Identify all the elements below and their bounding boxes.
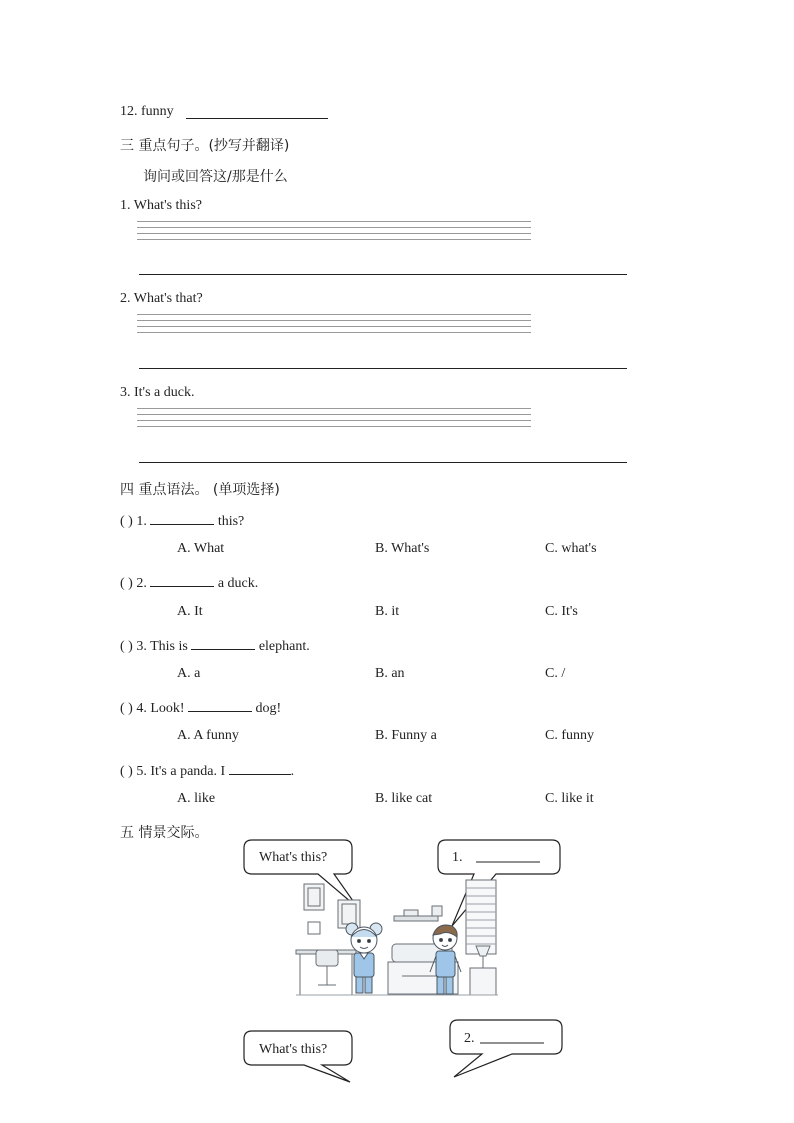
question-text: this? — [217, 514, 245, 529]
vocab-item-12 — [120, 104, 174, 120]
girl-character — [346, 923, 382, 993]
option-c[interactable]: C. what's — [545, 541, 597, 556]
question-text: 4. Look! — [136, 701, 185, 716]
option-a[interactable]: A. like — [177, 791, 216, 806]
translation-line-1[interactable] — [139, 274, 627, 275]
translation-line-2[interactable] — [139, 368, 627, 369]
answer-paren[interactable]: ( ) — [120, 764, 133, 779]
option-b[interactable]: B. What's — [375, 541, 430, 556]
speech-bubble-bottom-right — [450, 1020, 562, 1077]
speech-bubble-top-left — [244, 840, 358, 908]
room-scene — [296, 880, 498, 995]
sentence-3: 3. It's a duck. — [120, 385, 195, 400]
scene-illustration — [0, 830, 794, 1123]
option-a[interactable]: A. It — [177, 604, 203, 619]
section3-heading: 三 重点句子。(抄写并翻译) — [120, 138, 290, 154]
option-a[interactable]: A. A funny — [177, 728, 239, 743]
bubble-text: What's this? — [259, 850, 328, 865]
answer-paren[interactable]: ( ) — [120, 576, 133, 591]
option-a[interactable]: A. a — [177, 666, 201, 681]
bubble-text: What's this? — [259, 1042, 328, 1057]
question-1 — [120, 510, 244, 530]
option-b[interactable]: B. an — [375, 666, 405, 681]
option-a[interactable]: A. What — [177, 541, 225, 556]
question-text: 5. It's a panda. I — [136, 764, 226, 779]
question-blank[interactable] — [191, 635, 255, 650]
option-b[interactable]: B. like cat — [375, 791, 433, 806]
answer-paren[interactable]: ( ) — [120, 514, 133, 529]
section4-heading: 四 重点语法。 (单项选择) — [120, 482, 280, 498]
option-c[interactable]: C. / — [545, 666, 566, 681]
question-blank[interactable] — [150, 572, 214, 587]
vocab-answer-line[interactable] — [186, 118, 328, 119]
vocab-item-label: 12. funny — [120, 104, 174, 119]
sentence-2: 2. What's that? — [120, 291, 203, 306]
section5-heading: 五 情景交际。 — [120, 825, 209, 841]
question-text: 3. This is — [136, 639, 188, 654]
question-text: elephant. — [258, 639, 310, 654]
copy-lines-2[interactable] — [137, 314, 531, 334]
copy-lines-1[interactable] — [137, 221, 531, 241]
translation-line-3[interactable] — [139, 462, 627, 463]
speech-bubble-bottom-left — [244, 1031, 352, 1082]
speech-bubble-top-right — [438, 840, 560, 926]
question-blank[interactable] — [229, 760, 291, 775]
section3-subheading: 询问或回答这/那是什么 — [143, 169, 288, 185]
question-3 — [120, 635, 310, 655]
question-4 — [120, 697, 281, 717]
option-b[interactable]: B. it — [375, 604, 400, 619]
bubble-text: 2. — [464, 1031, 475, 1046]
question-2 — [120, 572, 258, 592]
sentence-1: 1. What's this? — [120, 198, 202, 213]
answer-paren[interactable]: ( ) — [120, 701, 133, 716]
option-c[interactable]: C. like it — [545, 791, 594, 806]
question-blank[interactable] — [150, 510, 214, 525]
question-text: . — [290, 764, 295, 779]
question-5 — [120, 760, 294, 780]
question-blank[interactable] — [188, 697, 252, 712]
option-c[interactable]: C. funny — [545, 728, 594, 743]
question-text: a duck. — [217, 576, 259, 591]
bubble-text: 1. — [452, 850, 463, 865]
question-text: dog! — [255, 701, 282, 716]
option-b[interactable]: B. Funny a — [375, 728, 437, 743]
copy-lines-3[interactable] — [137, 408, 531, 428]
question-text: 2. — [136, 576, 147, 591]
option-c[interactable]: C. It's — [545, 604, 578, 619]
answer-paren[interactable]: ( ) — [120, 639, 133, 654]
question-text: 1. — [136, 514, 147, 529]
